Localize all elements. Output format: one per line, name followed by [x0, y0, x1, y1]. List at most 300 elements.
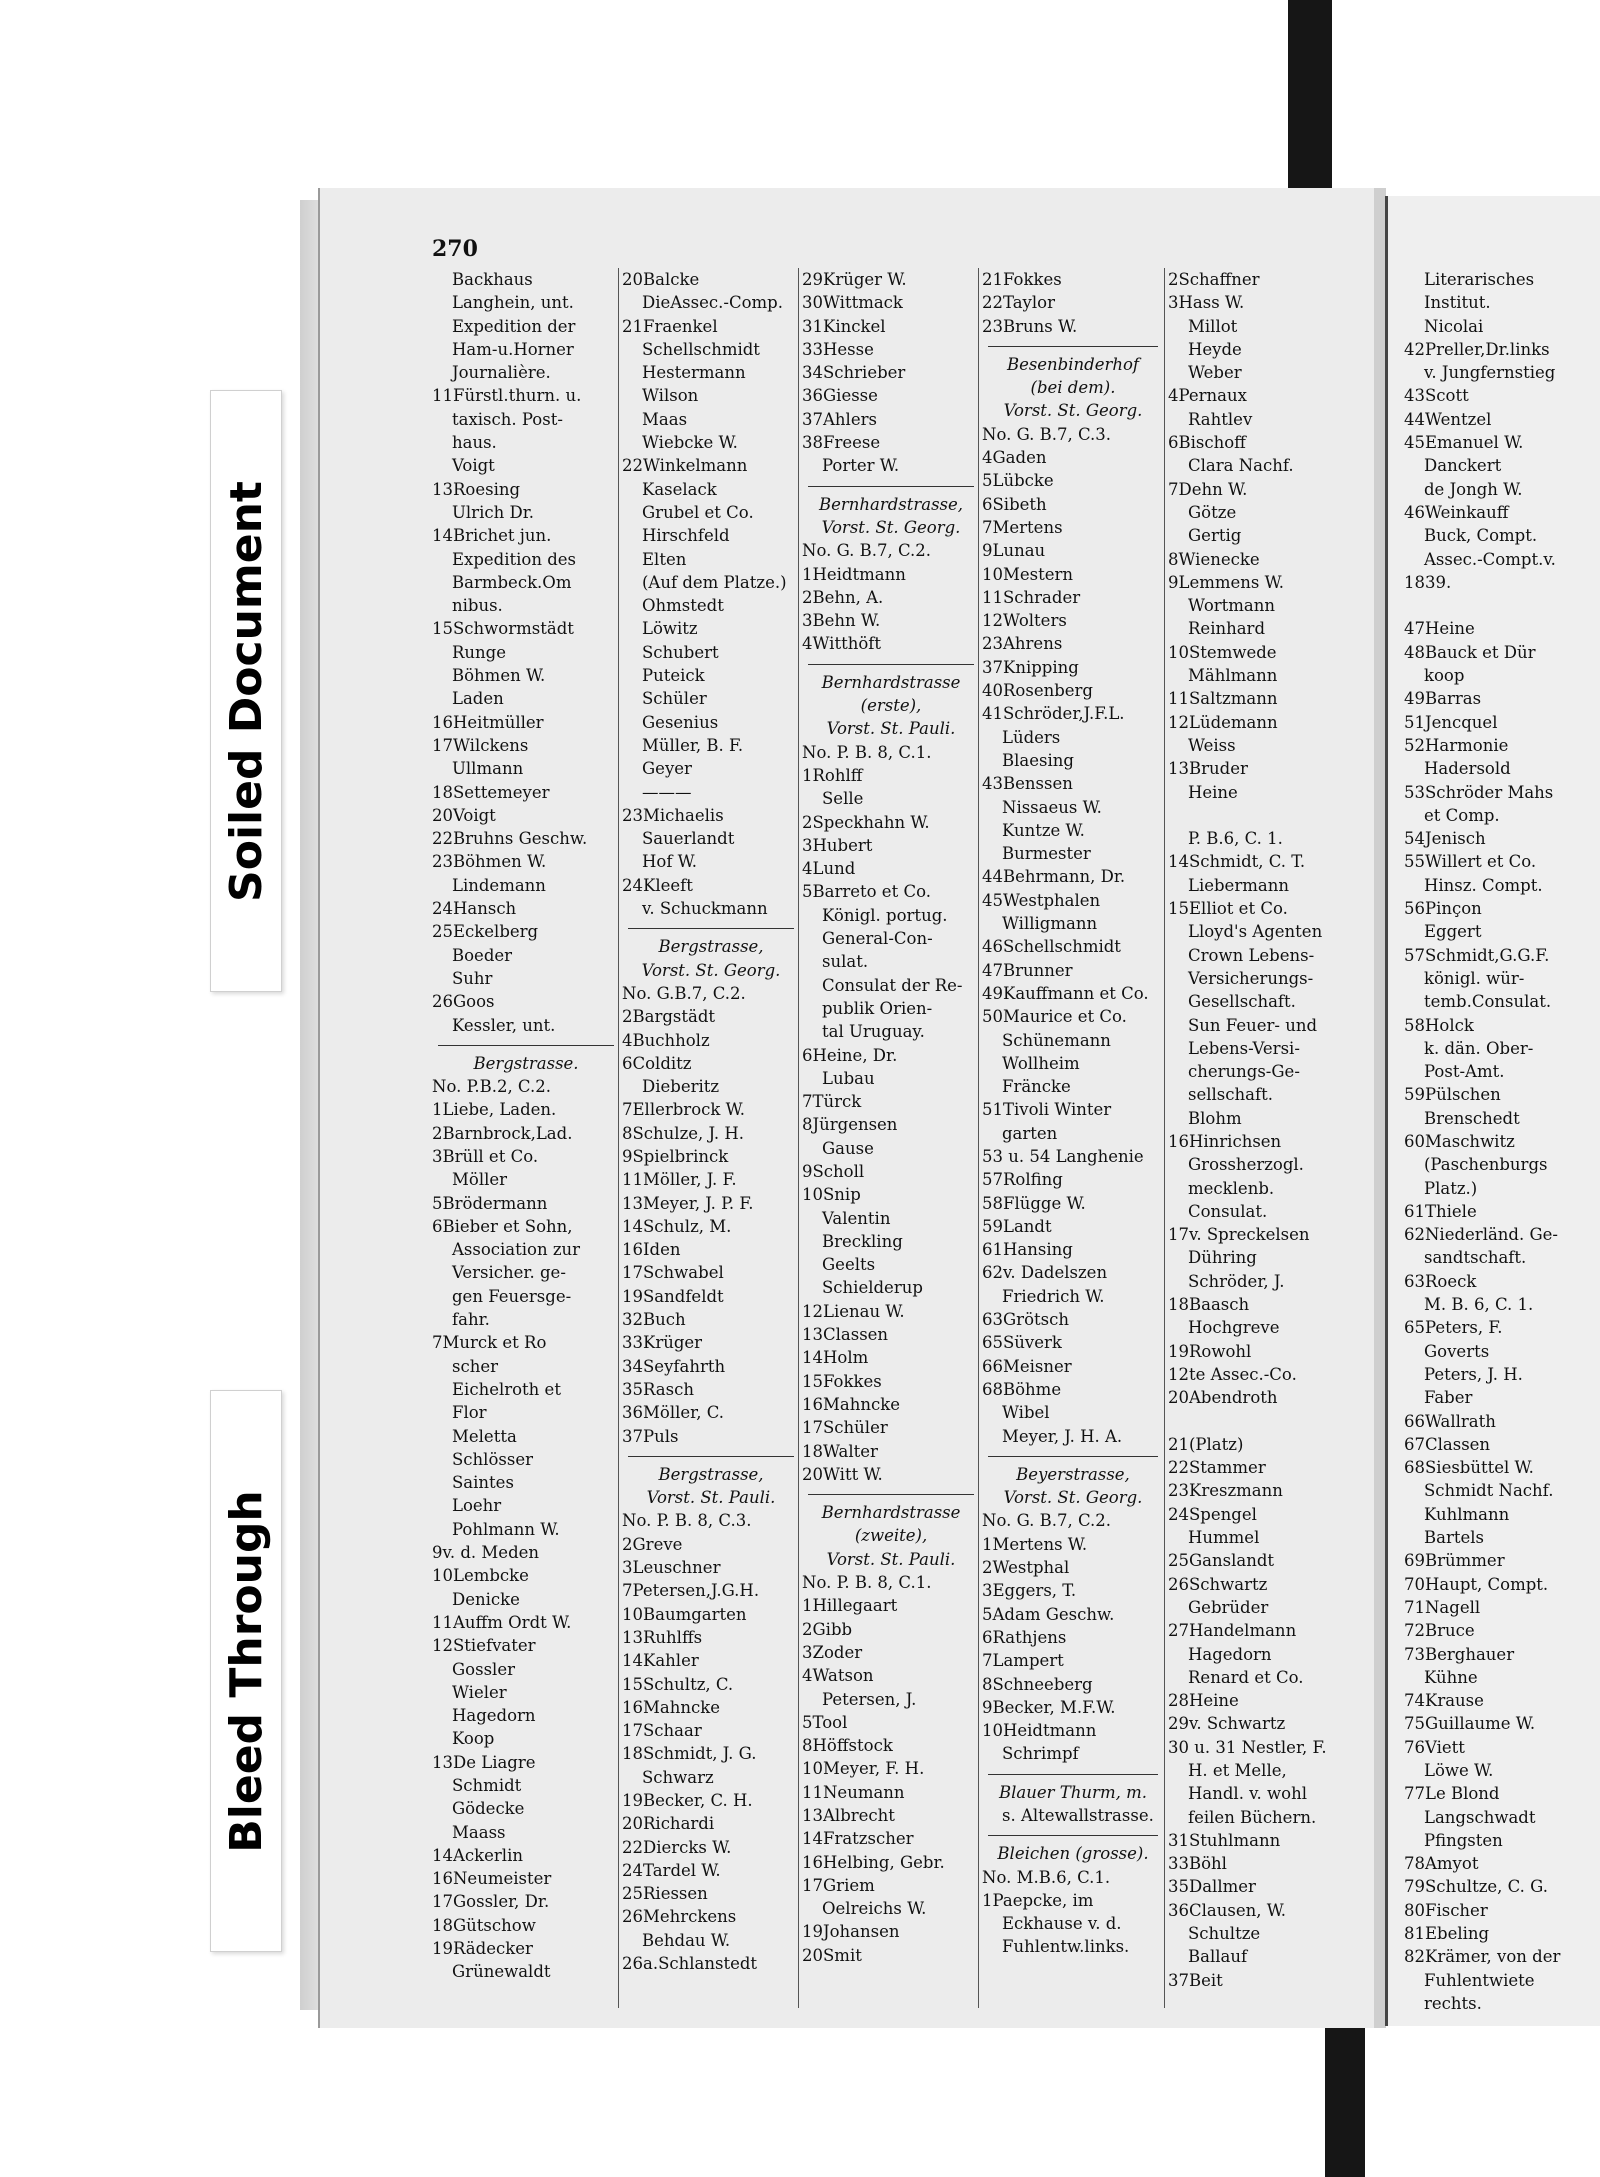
directory-entry: 1Heidtmann	[802, 564, 906, 584]
directory-entry: 66Meisner	[982, 1356, 1072, 1376]
directory-entry: Hagedorn	[452, 1706, 536, 1726]
directory-column-5	[1168, 268, 1368, 1992]
directory-entry: 78Amyot	[1404, 1854, 1479, 1874]
directory-entry: 37Beit	[1168, 1970, 1223, 1990]
directory-entry: 61Thiele	[1404, 1201, 1477, 1221]
directory-entry: 14Holm	[802, 1348, 869, 1368]
directory-entry: 56Pinçon	[1404, 899, 1482, 919]
directory-entry: 45Westphalen	[982, 890, 1101, 910]
directory-column-1	[432, 268, 620, 1984]
street-heading: Beyerstrasse,	[1016, 1464, 1130, 1484]
section-rule	[808, 486, 974, 487]
directory-entry: 25Eckelberg	[432, 922, 539, 942]
directory-entry: Hagedorn	[1188, 1644, 1272, 1664]
directory-entry: 20Abendroth	[1168, 1388, 1278, 1408]
directory-entry: 29v. Schwartz	[1168, 1714, 1286, 1734]
directory-entry: 14Schmidt, C. T.	[1168, 852, 1306, 872]
directory-entry: Grünewaldt	[452, 1962, 551, 1982]
directory-entry: 15Elliot et Co.	[1168, 899, 1288, 919]
directory-entry: 24Spengel	[1168, 1504, 1257, 1524]
directory-entry: Eggert	[1424, 922, 1482, 942]
directory-entry: Schlösser	[452, 1449, 533, 1469]
directory-entry: 19Rowohl	[1168, 1341, 1252, 1361]
directory-entry: Versicher. ge-	[452, 1263, 566, 1283]
directory-entry: 9Spielbrinck	[622, 1146, 729, 1166]
directory-entry: 35Rasch	[622, 1379, 694, 1399]
directory-entry: 58Flügge W.	[982, 1193, 1086, 1213]
directory-entry: 43Benssen	[982, 774, 1073, 794]
directory-entry: Hinsz. Compt.	[1424, 875, 1543, 895]
directory-entry: (Paschenburgs	[1424, 1155, 1548, 1175]
directory-entry: Wilson	[642, 386, 699, 406]
directory-entry: Wieler	[452, 1682, 507, 1702]
directory-column-2	[622, 268, 800, 1975]
directory-entry: 5Lübcke	[982, 471, 1054, 491]
directory-entry: Kaselack	[642, 479, 717, 499]
directory-entry: 2Bargstädt	[622, 1007, 716, 1027]
directory-entry: Flor	[452, 1403, 487, 1423]
directory-entry: 37Ahlers	[802, 409, 877, 429]
directory-entry: Lebens-Versi-	[1188, 1038, 1300, 1058]
directory-entry: 14Kahler	[622, 1651, 699, 1671]
directory-entry: Maass	[452, 1822, 506, 1842]
directory-entry: Koop	[452, 1729, 495, 1749]
directory-entry: Loehr	[452, 1496, 502, 1516]
directory-entry: 63Roeck	[1404, 1271, 1477, 1291]
directory-entry: Fuhlentw.links.	[1002, 1937, 1130, 1957]
directory-entry: 18Schmidt, J. G.	[622, 1744, 757, 1764]
directory-entry: 55Willert et Co.	[1404, 852, 1537, 872]
directory-entry: Königl. portug.	[822, 905, 948, 925]
directory-entry: 36Giesse	[802, 386, 878, 406]
directory-entry: Blohm	[1188, 1108, 1242, 1128]
directory-entry: Liebermann	[1188, 875, 1289, 895]
directory-entry: taxisch. Post-	[452, 409, 563, 429]
directory-entry: Selle	[822, 789, 864, 809]
directory-entry: Schielderup	[822, 1278, 923, 1298]
directory-entry: No. P.B.2, C.2.	[432, 1077, 551, 1097]
directory-entry: 44Wentzel	[1404, 409, 1492, 429]
directory-entry: 7Murck et Ro	[432, 1333, 547, 1353]
directory-column-3	[802, 268, 980, 1967]
directory-entry: 47Heine	[1404, 619, 1475, 639]
directory-entry: Hochgreve	[1188, 1318, 1280, 1338]
directory-entry: 33Böhl	[1168, 1854, 1227, 1874]
directory-entry: 8Jürgensen	[802, 1115, 898, 1135]
directory-entry: Fräncke	[1002, 1077, 1071, 1097]
directory-entry: Schubert	[642, 642, 719, 662]
directory-entry: Hestermann	[642, 363, 746, 383]
directory-entry: 16Helbing, Gebr.	[802, 1852, 945, 1872]
directory-entry: 15Schultz, C.	[622, 1674, 734, 1694]
directory-entry: 20Richardi	[622, 1814, 715, 1834]
directory-entry: Schultze	[1188, 1924, 1261, 1944]
directory-entry: Mählmann	[1188, 666, 1278, 686]
street-heading: Vorst. St. Pauli.	[826, 1549, 956, 1569]
directory-entry: Nicolai	[1424, 316, 1484, 336]
directory-entry: Faber	[1424, 1388, 1473, 1408]
directory-entry: Boeder	[452, 945, 513, 965]
directory-entry: Sun Feuer- und	[1188, 1015, 1318, 1035]
directory-entry: 16Iden	[622, 1240, 681, 1260]
directory-entry: 38Freese	[802, 433, 881, 453]
directory-entry: 10Mestern	[982, 564, 1074, 584]
directory-entry: Runge	[452, 642, 507, 662]
directory-entry: 5Adam Geschw.	[982, 1604, 1115, 1624]
directory-entry: Nissaeus W.	[1002, 797, 1102, 817]
directory-entry: Kessler, unt.	[452, 1015, 556, 1035]
directory-entry: Valentin	[822, 1208, 891, 1228]
directory-entry: Möller	[452, 1170, 508, 1190]
section-rule	[438, 1045, 614, 1046]
directory-entry: Meyer, J. H. A.	[1002, 1426, 1123, 1446]
directory-entry: 75Guillaume W.	[1404, 1714, 1536, 1734]
section-rule	[628, 928, 794, 929]
directory-entry: Wortmann	[1188, 596, 1276, 616]
directory-entry: 71Nagell	[1404, 1597, 1481, 1617]
directory-entry: Weber	[1188, 363, 1242, 383]
directory-entry: 7Mertens	[982, 517, 1063, 537]
directory-entry: 13De Liagre	[432, 1752, 536, 1772]
directory-entry: 22Bruhns Geschw.	[432, 829, 588, 849]
directory-entry: 25Riessen	[622, 1884, 708, 1904]
directory-entry: 8Höffstock	[802, 1736, 893, 1756]
directory-entry: Schröder, J.	[1188, 1271, 1285, 1291]
directory-entry: 26Mehrckens	[622, 1907, 737, 1927]
directory-entry: 1Hillegaart	[802, 1596, 898, 1616]
directory-entry: No. G.B.7, C.2.	[622, 983, 746, 1003]
directory-entry: Ullmann	[452, 759, 524, 779]
directory-entry: 34Schrieber	[802, 363, 906, 383]
directory-entry: 16Heitmüller	[432, 712, 544, 732]
bleed-through-tab	[210, 1390, 282, 1952]
directory-entry: 16Neumeister	[432, 1869, 552, 1889]
section-rule	[628, 1456, 794, 1457]
directory-entry: 22Stammer	[1168, 1458, 1266, 1478]
directory-entry: No. G. B.7, C.2.	[982, 1511, 1112, 1531]
directory-entry: 3Zoder	[802, 1642, 863, 1662]
directory-entry: Danckert	[1424, 456, 1502, 476]
directory-entry: 2Westphal	[982, 1558, 1070, 1578]
directory-entry: Assec.-Compt.v.	[1424, 549, 1556, 569]
directory-entry: 15Schwormstädt	[432, 619, 574, 639]
soiled-document-label: Soiled Document	[220, 480, 272, 902]
directory-entry: 17Schüler	[802, 1418, 888, 1438]
directory-entry: 73Berghauer	[1404, 1644, 1515, 1664]
directory-entry: 59Pülschen	[1404, 1085, 1501, 1105]
directory-entry: Dühring	[1188, 1248, 1257, 1268]
directory-entry: Gesenius	[642, 712, 719, 732]
directory-entry: Schünemann	[1002, 1030, 1111, 1050]
directory-entry: No. P. B. 8, C.1.	[802, 1573, 932, 1593]
directory-entry: v. Schuckmann	[642, 899, 768, 919]
directory-entry: Kuntze W.	[1002, 820, 1085, 840]
soiled-document-tab	[210, 390, 282, 992]
directory-entry: H. et Melle,	[1188, 1761, 1287, 1780]
directory-entry: 41Schröder,J.F.L.	[982, 704, 1125, 724]
directory-entry: 24Kleeft	[622, 875, 693, 895]
directory-entry: 36Clausen, W.	[1168, 1900, 1287, 1920]
directory-entry: 36Möller, C.	[622, 1403, 724, 1423]
street-heading: Bleichen (grosse).	[997, 1844, 1149, 1864]
directory-entry: Maas	[642, 409, 688, 429]
bleed-through-label: Bleed Through	[220, 1489, 272, 1853]
directory-entry: 3Eggers, T.	[982, 1581, 1077, 1601]
directory-entry: 11Neumann	[802, 1782, 905, 1802]
directory-entry: 25Ganslandt	[1168, 1551, 1275, 1571]
directory-entry: Lloyd's Agenten	[1188, 922, 1323, 942]
directory-entry: 42Preller,Dr.links	[1404, 339, 1550, 359]
directory-entry: Lubau	[822, 1068, 875, 1088]
directory-entry: 8Schulze, J. H.	[622, 1123, 744, 1143]
directory-entry: 6Bieber et Sohn,	[432, 1216, 573, 1236]
directory-entry: 46Schellschmidt	[982, 937, 1121, 957]
column-divider	[1164, 268, 1165, 2008]
directory-entry: Denicke	[452, 1589, 520, 1609]
directory-entry: 3Hubert	[802, 835, 873, 855]
directory-entry: 29Krüger W.	[802, 270, 907, 289]
directory-entry: Gödecke	[452, 1799, 525, 1819]
directory-entry: 19Becker, C. H.	[622, 1791, 753, 1810]
directory-entry: 77Le Blond	[1404, 1784, 1500, 1804]
directory-entry: 17Schwabel	[622, 1263, 724, 1283]
directory-entry: 19Sandfeldt	[622, 1286, 724, 1306]
directory-entry: Expedition der	[452, 316, 576, 336]
directory-entry: de Jongh W.	[1424, 479, 1523, 499]
directory-entry: Hummel	[1188, 1528, 1260, 1548]
directory-entry: General-Con-	[822, 929, 933, 949]
section-rule	[988, 1835, 1158, 1836]
directory-entry: Association zur	[452, 1240, 581, 1260]
directory-entry: No. G. B.7, C.2.	[802, 541, 932, 561]
directory-entry: 14Brichet jun.	[432, 526, 552, 546]
directory-entry: ———	[642, 782, 692, 802]
directory-entry: Gertig	[1188, 526, 1242, 546]
directory-entry: No. P. B. 8, C.3.	[622, 1511, 752, 1531]
directory-entry: 50Maurice et Co.	[982, 1007, 1127, 1027]
directory-entry: Renard et Co.	[1188, 1667, 1304, 1687]
directory-entry: (Auf dem Platze.)	[642, 572, 787, 592]
directory-entry: 15Fokkes	[802, 1371, 882, 1391]
directory-entry: 10Baumgarten	[622, 1604, 747, 1624]
directory-entry: Porter W.	[822, 456, 900, 476]
directory-entry: Breckling	[822, 1231, 903, 1251]
directory-entry: 18Gütschow	[432, 1915, 536, 1935]
directory-entry: 5Brödermann	[432, 1193, 548, 1213]
directory-entry: 66Wallrath	[1404, 1411, 1496, 1431]
directory-entry: Peters, J. H.	[1424, 1364, 1523, 1384]
directory-entry: Clara Nachf.	[1188, 456, 1294, 476]
directory-entry: gen Feuersge-	[452, 1286, 572, 1306]
directory-entry: 12Lienau W.	[802, 1301, 905, 1321]
directory-entry: 40Rosenberg	[982, 681, 1093, 701]
directory-entry: 22Taylor	[982, 293, 1055, 313]
directory-entry: 26Goos	[432, 992, 495, 1012]
street-heading: Blauer Thurm, m.	[999, 1782, 1147, 1802]
directory-entry: Rahtlev	[1188, 409, 1253, 429]
directory-entry: 79Schultze, C. G.	[1404, 1877, 1549, 1897]
directory-entry: 65Süverk	[982, 1333, 1062, 1353]
street-heading: Bergstrasse.	[473, 1053, 579, 1073]
directory-entry: 14Schulz, M.	[622, 1216, 732, 1236]
directory-entry: Elten	[642, 549, 687, 569]
directory-entry: Sauerlandt	[642, 829, 735, 849]
directory-entry: 4Watson	[802, 1666, 874, 1686]
directory-entry: Crown Lebens-	[1188, 945, 1315, 965]
directory-entry: No. P. B. 8, C.1.	[802, 742, 932, 762]
directory-entry: Dieberitz	[642, 1077, 720, 1097]
directory-entry: Laden	[452, 689, 504, 709]
column-divider	[978, 268, 979, 2008]
street-heading: Vorst. St. Pauli.	[646, 1488, 776, 1508]
directory-entry: 8Wienecke	[1168, 549, 1260, 569]
directory-entry: cherungs-Ge-	[1188, 1062, 1300, 1082]
directory-entry: 11Schrader	[982, 587, 1081, 607]
directory-entry: Handl. v. wohl	[1188, 1784, 1307, 1804]
directory-entry: 3Behn W.	[802, 611, 881, 631]
directory-entry: 9Lemmens W.	[1168, 572, 1284, 592]
directory-entry	[1168, 1410, 1368, 1433]
directory-entry: Langschwadt	[1424, 1807, 1536, 1827]
directory-entry: 74Krause	[1404, 1691, 1484, 1711]
directory-entry: 9Becker, M.F.W.	[982, 1697, 1116, 1717]
directory-entry: 28Heine	[1168, 1691, 1239, 1711]
directory-entry: Bartels	[1424, 1528, 1484, 1548]
directory-entry: Behdau W.	[642, 1930, 731, 1950]
directory-entry: Böhmen W.	[452, 666, 546, 686]
directory-entry: 24Hansch	[432, 899, 517, 919]
directory-entry: Geyer	[642, 759, 692, 779]
directory-entry: 52Harmonie	[1404, 735, 1509, 755]
directory-entry: 6Heine, Dr.	[802, 1045, 898, 1065]
directory-entry: 5Tool	[802, 1712, 848, 1732]
directory-entry: 3Leuschner	[622, 1558, 721, 1578]
section-rule	[988, 346, 1158, 347]
directory-entry: 12te Assec.-Co.	[1168, 1364, 1297, 1384]
directory-entry: Schellschmidt	[642, 339, 760, 359]
directory-entry: Hof W.	[642, 852, 697, 872]
directory-entry: Pfingsten	[1424, 1830, 1503, 1850]
directory-entry: Gebrüder	[1188, 1597, 1269, 1617]
directory-entry: No. M.B.6, C.1.	[982, 1867, 1111, 1887]
directory-entry: 20Smit	[802, 1945, 862, 1965]
directory-entry: 62v. Dadelszen	[982, 1263, 1108, 1283]
directory-entry: 45Emanuel W.	[1404, 433, 1524, 453]
directory-entry: 3Hass W.	[1168, 293, 1245, 313]
section-rule	[988, 1774, 1158, 1775]
directory-entry: 3Brüll et Co.	[432, 1146, 539, 1166]
directory-entry: Consulat der Re-	[822, 975, 963, 995]
directory-entry: Expedition des	[452, 549, 577, 569]
directory-entry: v. Jungfernstieg	[1424, 363, 1556, 383]
directory-entry: Suhr	[452, 968, 493, 988]
directory-entry: Ohmstedt	[642, 596, 724, 616]
directory-entry: 51Tivoli Winter	[982, 1100, 1112, 1120]
directory-entry: 12Stiefvater	[432, 1636, 536, 1656]
directory-entry: 14Fratzscher	[802, 1829, 914, 1849]
directory-entry: Kühne	[1424, 1667, 1478, 1687]
directory-entry: Lüders	[1002, 727, 1061, 747]
directory-entry: 37Puls	[622, 1426, 679, 1446]
directory-entry: 35Dallmer	[1168, 1877, 1256, 1897]
directory-entry: 6Colditz	[622, 1053, 692, 1073]
directory-entry: 81Ebeling	[1404, 1924, 1490, 1944]
directory-entry: 76Viett	[1404, 1737, 1465, 1757]
directory-entry: sulat.	[822, 952, 869, 972]
directory-entry: 82Krämer, von der	[1404, 1947, 1561, 1967]
directory-entry: Heine	[1188, 782, 1238, 802]
directory-entry: 18Settemeyer	[432, 782, 550, 802]
directory-entry: 2Gibb	[802, 1619, 853, 1639]
directory-entry: 54Jenisch	[1404, 829, 1486, 849]
directory-entry: Backhaus	[452, 270, 533, 289]
directory-entry: garten	[1002, 1123, 1058, 1143]
directory-entry: Heyde	[1188, 339, 1242, 359]
directory-entry: 21Fokkes	[982, 270, 1062, 289]
directory-entry: Schwarz	[642, 1767, 714, 1787]
directory-entry: 9Lunau	[982, 541, 1046, 561]
directory-entry: 7Lampert	[982, 1651, 1064, 1671]
street-heading: (erste),	[860, 696, 922, 716]
directory-entry: 13Albrecht	[802, 1806, 895, 1825]
directory-entry: Post-Amt.	[1424, 1062, 1505, 1082]
directory-entry: Wollheim	[1002, 1053, 1080, 1073]
directory-entry	[1168, 804, 1368, 827]
directory-entry: Hadersold	[1424, 759, 1511, 779]
directory-entry: haus.	[452, 433, 497, 453]
directory-entry: 6Rathjens	[982, 1627, 1067, 1647]
directory-entry: Kuhlmann	[1424, 1504, 1510, 1524]
directory-entry: 17Schaar	[622, 1721, 702, 1741]
directory-entry: 22Diercks W.	[622, 1837, 732, 1857]
directory-entry: Löwe W.	[1424, 1761, 1494, 1780]
directory-entry: 37Knipping	[982, 657, 1079, 677]
directory-entry: Löwitz	[642, 619, 698, 639]
directory-entry: Schrimpf	[1002, 1744, 1079, 1764]
directory-entry	[1404, 594, 1600, 617]
directory-entry: 1839.	[1404, 572, 1452, 592]
directory-entry: Consulat.	[1188, 1201, 1268, 1221]
directory-entry: 1Paepcke, im	[982, 1890, 1094, 1910]
directory-entry: sellschaft.	[1188, 1085, 1273, 1105]
directory-entry: Lindemann	[452, 875, 546, 895]
directory-column-6	[1404, 268, 1600, 2015]
street-heading: Bergstrasse,	[658, 1464, 764, 1484]
directory-entry: scher	[452, 1356, 498, 1376]
directory-entry: 21Fraenkel	[622, 316, 718, 336]
directory-entry: 10Meyer, F. H.	[802, 1759, 925, 1779]
directory-entry: Gause	[822, 1138, 874, 1158]
directory-entry: 17Wilckens	[432, 735, 529, 755]
directory-entry: Versicherungs-	[1188, 968, 1314, 988]
directory-entry: Millot	[1188, 316, 1238, 336]
directory-entry: 19Johansen	[802, 1922, 900, 1942]
directory-entry: 13Roesing	[432, 479, 521, 499]
directory-entry: 2Schaffner	[1168, 270, 1260, 289]
directory-entry: Ballauf	[1188, 1947, 1248, 1967]
directory-entry: mecklenb.	[1188, 1178, 1275, 1198]
directory-entry: Langhein, unt.	[452, 293, 574, 313]
directory-entry: Puteick	[642, 666, 705, 686]
directory-entry: Petersen, J.	[822, 1689, 917, 1709]
directory-entry: Götze	[1188, 502, 1237, 522]
directory-entry: Eichelroth et	[452, 1379, 561, 1399]
directory-entry: 18Walter	[802, 1441, 878, 1461]
directory-entry: 5Barreto et Co.	[802, 882, 931, 902]
directory-entry: 58Holck	[1404, 1015, 1474, 1035]
directory-entry: 27Handelmann	[1168, 1621, 1297, 1641]
directory-entry: Institut.	[1424, 293, 1491, 313]
